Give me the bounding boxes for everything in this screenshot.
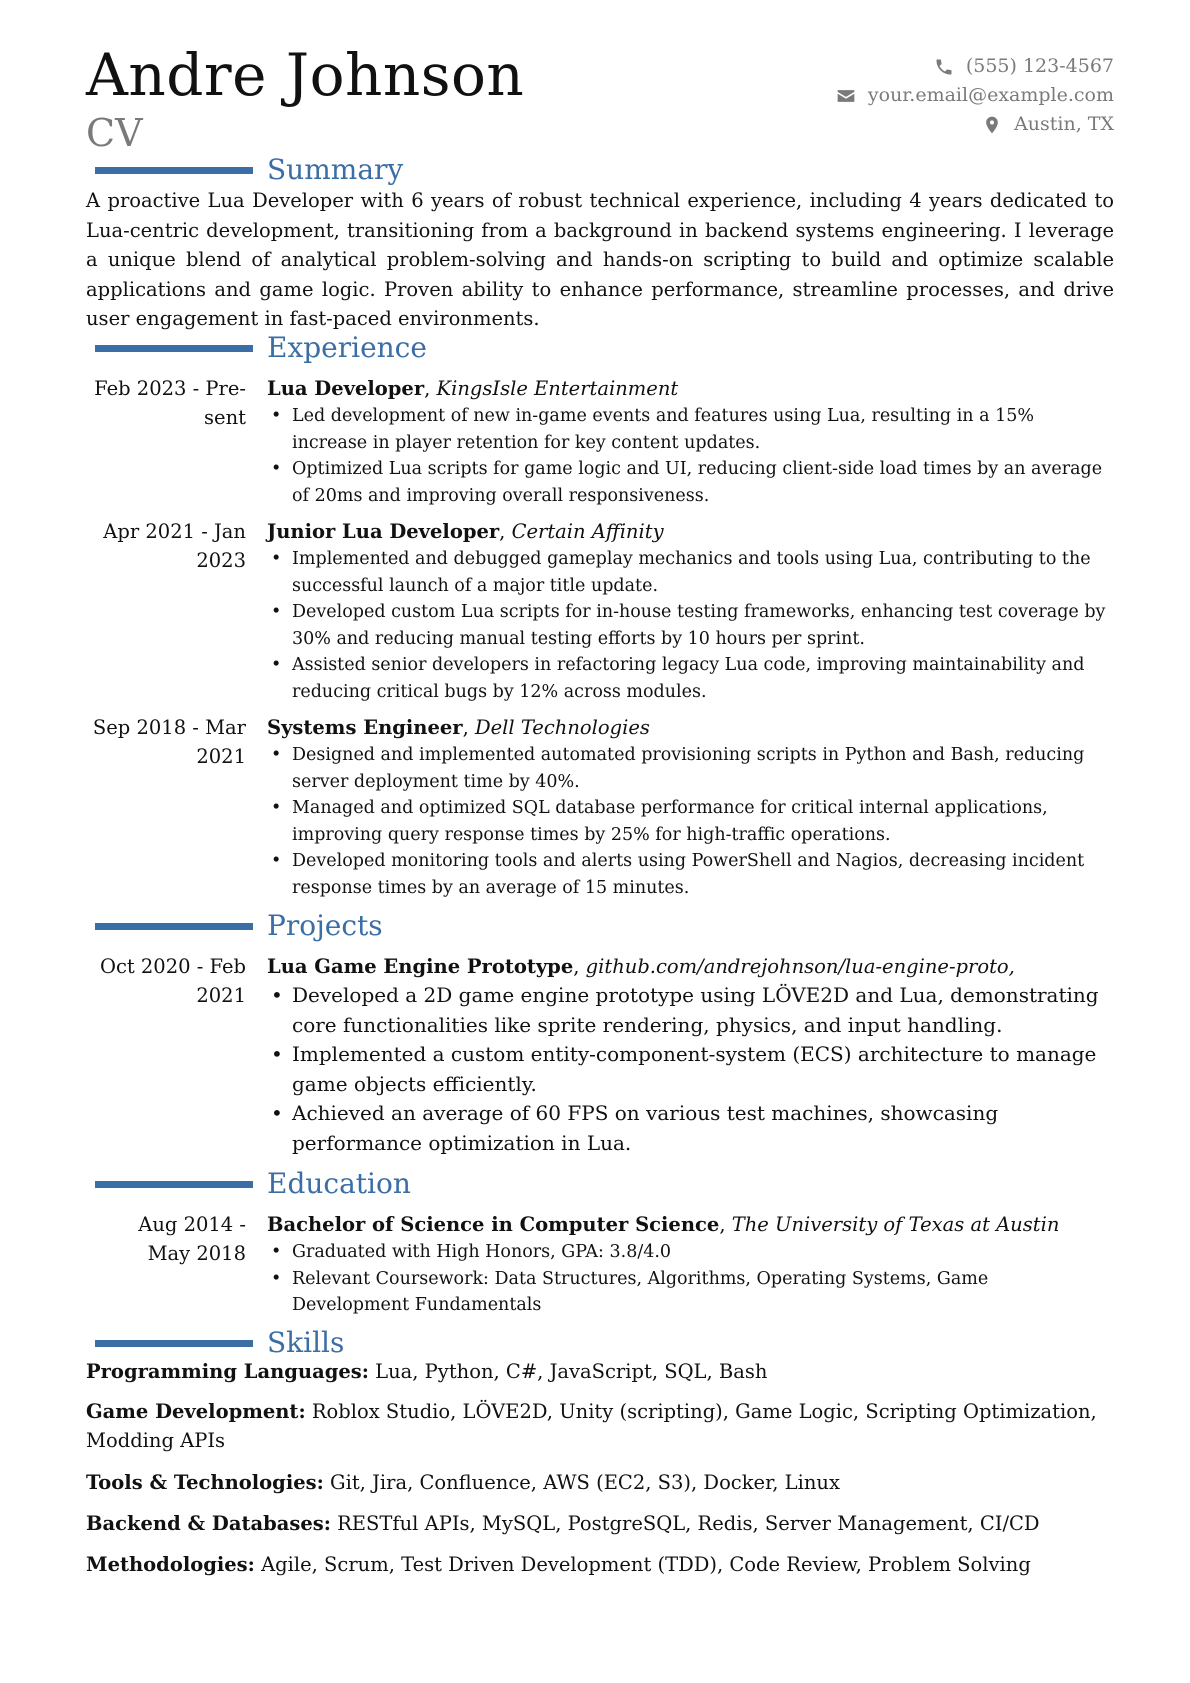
entry-body (267, 374, 1107, 509)
date-line: Oct 2020 - Feb (99, 955, 246, 978)
skill-value: Agile, Scrum, Test Driven Development (TDD), Code Review, Problem Solving (261, 1553, 1031, 1576)
list-item: • Designed and implemented automated provisioning scripts in Python and Bash, reducing server deployment time by 40%. (267, 742, 1107, 795)
project-link[interactable]: github.com/andrejohnson/lua-engine-proto, (585, 955, 1015, 978)
phone-icon (934, 57, 954, 77)
list-item: • Developed monitoring tools and alerts using PowerShell and Nagios, decreasing incident response times by an average of 15 minutes. (267, 848, 1107, 901)
email-link[interactable]: your.email@example.com (867, 84, 1114, 106)
skill-row (86, 1468, 1114, 1497)
skill-row (86, 1509, 1114, 1538)
header (86, 40, 1114, 155)
skill-row (86, 1550, 1114, 1579)
job-title: Systems Engineer (267, 716, 463, 739)
entry-body (267, 713, 1107, 901)
entry-heading: Junior Lua Developer, Certain Affinity (267, 520, 664, 543)
company-name: Dell Technologies (474, 716, 650, 739)
skill-row (86, 1357, 1114, 1386)
section-summary (0, 153, 1190, 187)
entry-heading: Lua Developer, KingsIsle Entertainment (267, 377, 679, 400)
entry-date (86, 952, 246, 1010)
company-name: Certain Affinity (511, 520, 664, 543)
list-item: • Led development of new in-game events and features using Lua, resulting in a 15% increase in player retention for key content updates. (267, 403, 1107, 456)
envelope-icon (836, 86, 856, 106)
skill-value: Roblox Studio, LÖVE2D, Unity (scripting), Game Logic, Scripting Optimization, Modding APIs (86, 1400, 1097, 1452)
list-item: • Developed custom Lua scripts for in-house testing frameworks, enhancing test coverage by 30% and reducing manual testing efforts by 10 hours per sprint. (267, 599, 1107, 652)
school-name: The University of Texas at Austin (731, 1213, 1060, 1236)
bullet-list (267, 403, 1107, 509)
list-item: • Graduated with High Honors, GPA: 3.8/4.0 (267, 1239, 1107, 1266)
skill-label: Backend & Databases: (86, 1512, 331, 1535)
phone-text: (555) 123-4567 (965, 55, 1114, 77)
date-line: Feb 2023 - Pre- (94, 377, 246, 400)
summary-text: A proactive Lua Developer with 6 years of robust technical experience, including 4 years dedicated to Lua-centric development, transitioning from a background in backend systems engineering. I leverage a unique blend of analytical problem-solving and hands-on scripting to build and optimize scalable applications and game logic. Proven ability to enhance performance, streamline processes, and drive user engagement in fast-paced environments. (86, 189, 1114, 330)
section-rule (95, 167, 253, 174)
skill-value: Git, Jira, Confluence, AWS (EC2, S3), Docker, Linux (330, 1471, 840, 1494)
skill-label: Methodologies: (86, 1553, 255, 1576)
section-education (0, 1167, 1190, 1201)
entry-body (267, 1210, 1107, 1319)
section-title: Summary (267, 153, 404, 186)
date-line: 2021 (196, 745, 246, 768)
contact-info (836, 52, 1114, 139)
list-item: • Assisted senior developers in refactoring legacy Lua code, improving maintainability and reducing critical bugs by 12% across modules. (267, 652, 1107, 705)
section-experience (0, 331, 1190, 365)
contact-location (836, 110, 1114, 139)
list-item: • Achieved an average of 60 FPS on various test machines, showcasing performance optimization in Lua. (267, 1099, 1107, 1158)
section-title: Experience (267, 331, 427, 364)
bullet-list (267, 1239, 1107, 1319)
date-line: sent (204, 406, 246, 429)
contact-email (836, 81, 1114, 110)
date-line: Apr 2021 - Jan (103, 520, 246, 543)
entry-heading: Lua Game Engine Prototype, github.com/andrejohnson/lua-engine-proto, (267, 955, 1015, 978)
skill-value: Lua, Python, C#, JavaScript, SQL, Bash (375, 1360, 768, 1383)
section-rule (95, 923, 253, 930)
degree-title: Bachelor of Science in Computer Science (267, 1213, 720, 1236)
section-projects (0, 909, 1190, 943)
entry-date (86, 713, 246, 771)
list-item: • Implemented and debugged gameplay mechanics and tools using Lua, contributing to the successful launch of a major title update. (267, 546, 1107, 599)
list-item: • Relevant Coursework: Data Structures, Algorithms, Operating Systems, Game Development Fundamentals (267, 1266, 1107, 1319)
bullet-list (267, 742, 1107, 901)
person-name: Andre Johnson (86, 41, 525, 109)
map-pin-icon (982, 115, 1002, 135)
entry-body (267, 517, 1107, 705)
skill-value: RESTful APIs, MySQL, PostgreSQL, Redis, Server Management, CI/CD (337, 1512, 1040, 1535)
document-subtitle: CV (86, 111, 143, 155)
skill-label: Programming Languages: (86, 1360, 369, 1383)
section-rule (95, 345, 253, 352)
list-item: • Implemented a custom entity-component-system (ECS) architecture to manage game objects efficiently. (267, 1040, 1107, 1099)
list-item: • Managed and optimized SQL database performance for critical internal applications, improving query response times by 25% for high-traffic operations. (267, 795, 1107, 848)
entry-heading: Systems Engineer, Dell Technologies (267, 716, 650, 739)
contact-phone (836, 52, 1114, 81)
date-line: Aug 2014 - (138, 1213, 246, 1236)
skill-label: Game Development: (86, 1400, 306, 1423)
entry-date (86, 517, 246, 575)
skill-label: Tools & Technologies: (86, 1471, 324, 1494)
date-line: Sep 2018 - Mar (92, 716, 246, 739)
entry-date (86, 1210, 246, 1268)
date-line: May 2018 (147, 1242, 246, 1265)
job-title: Junior Lua Developer (267, 520, 500, 543)
date-line: 2021 (196, 984, 246, 1007)
skill-row (86, 1397, 1114, 1455)
section-rule (95, 1340, 253, 1347)
list-item: • Optimized Lua scripts for game logic and UI, reducing client-side load times by an average of 20ms and improving overall responsiveness. (267, 456, 1107, 509)
section-title: Skills (267, 1326, 345, 1359)
bullet-list (267, 981, 1107, 1158)
section-skills (0, 1326, 1190, 1360)
job-title: Lua Developer (267, 377, 425, 400)
project-title: Lua Game Engine Prototype (267, 955, 574, 978)
location-text: Austin, TX (1014, 113, 1114, 135)
section-title: Education (267, 1167, 411, 1200)
entry-body (267, 952, 1107, 1158)
date-line: 2023 (196, 549, 246, 572)
section-title: Projects (267, 909, 383, 942)
list-item: • Developed a 2D game engine prototype using LÖVE2D and Lua, demonstrating core functionalities like sprite rendering, physics, and input handling. (267, 981, 1107, 1040)
bullet-list (267, 546, 1107, 705)
company-name: KingsIsle Entertainment (436, 377, 679, 400)
entry-date (86, 374, 246, 432)
section-rule (95, 1181, 253, 1188)
entry-heading: Bachelor of Science in Computer Science, The University of Texas at Austin (267, 1213, 1060, 1236)
